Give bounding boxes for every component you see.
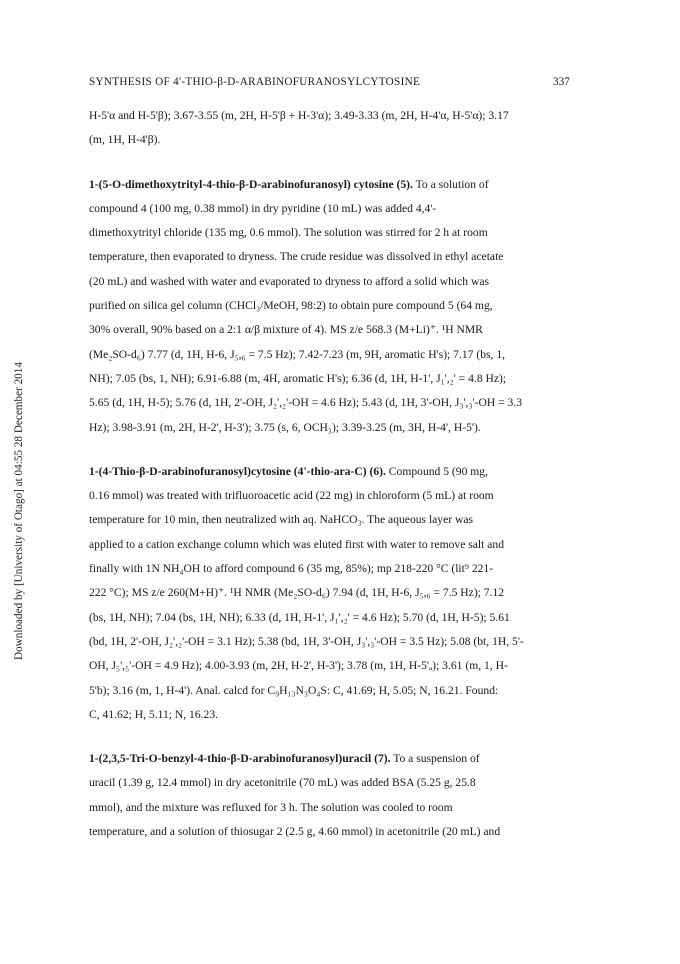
- text-line: temperature, then evaporated to dryness. The crude residue was dissolved in ethyl acetate: [89, 250, 504, 264]
- text-line: (bs, 1H, NH); 7.04 (bs, 1H, NH); 6.33 (d, 1H, H-1', J₁',₂' = 4.6 Hz); 5.70 (d, 1H, H-5); 5.61: [89, 610, 510, 624]
- text-line: (m, 1H, H-4'β).: [89, 133, 161, 147]
- section-heading: 1-(5-O-dimethoxytrityl-4-thio-β-D-arabinofuranosyl) cytosine (5).: [89, 177, 413, 191]
- download-watermark: Downloaded by [University of Otago] at 04:55 28 December 2014: [13, 362, 25, 660]
- text-line: finally with 1N NH₄OH to afford compound 6 (35 mg, 85%); mp 218-220 °C (lit⁹ 221-: [89, 562, 494, 576]
- text-line: 1-(5-O-dimethoxytrityl-4-thio-β-D-arabinofuranosyl) cytosine (5). To a solution of: [89, 177, 489, 191]
- text-line: OH, J₅',₅'-OH = 4.9 Hz); 4.00-3.93 (m, 2H, H-2', H-3'); 3.78 (m, 1H, H-5'ₐ); 3.61 (m, 1, H-: [89, 659, 508, 673]
- paragraph-compound-6: [89, 460, 572, 727]
- paragraph-compound-5: [89, 173, 572, 440]
- text-line: 222 °C); MS z/e 260(M+H)⁺. ¹H NMR (Me₂SO-d₆) 7.94 (d, 1H, H-6, J₅,₆ = 7.5 Hz); 7.12: [89, 586, 505, 600]
- article-body: [89, 104, 572, 844]
- text-line: (bd, 1H, 2'-OH, J₂',₂'-OH = 3.1 Hz); 5.38 (bd, 1H, 3'-OH, J₃',₃'-OH = 3.5 Hz); 5.08 (bt, 1H, 5'-: [89, 634, 524, 648]
- text-line: 1-(4-Thio-β-D-arabinofuranosyl)cytosine (4'-thio-ara-C) (6). Compound 5 (90 mg,: [89, 464, 488, 478]
- paragraph-nmr-continuation: [89, 104, 572, 153]
- section-heading: 1-(4-Thio-β-D-arabinofuranosyl)cytosine (4'-thio-ara-C) (6).: [89, 464, 386, 478]
- text-line: compound 4 (100 mg, 0.38 mmol) in dry pyridine (10 mL) was added 4,4'-: [89, 201, 437, 215]
- paragraph-compound-7: [89, 747, 572, 844]
- text-line: 5.65 (d, 1H, H-5); 5.76 (d, 1H, 2'-OH, J₂',₂'-OH = 4.6 Hz); 5.43 (d, 1H, 3'-OH, J₃',₃'-OH = 3.3: [89, 396, 523, 410]
- page-number: 337: [553, 76, 570, 88]
- text-line: uracil (1.39 g, 12.4 mmol) in dry acetonitrile (70 mL) was added BSA (5.25 g, 25.8: [89, 776, 476, 790]
- running-title: SYNTHESIS OF 4'-THIO-β-D-ARABINOFURANOSYLCYTOSINE: [89, 76, 421, 88]
- text-line: 1-(2,3,5-Tri-O-benzyl-4-thio-β-D-arabinofuranosyl)uracil (7). To a suspension of: [89, 752, 480, 766]
- text-line: (Me₂SO-d₆) 7.77 (d, 1H, H-6, J₅,₆ = 7.5 Hz); 7.42-7.23 (m, 9H, aromatic H's); 7.17 (bs, 1,: [89, 347, 506, 361]
- text-line: dimethoxytrityl chloride (135 mg, 0.6 mmol). The solution was stirred for 2 h at room: [89, 226, 488, 240]
- text-line: Hz); 3.98-3.91 (m, 2H, H-2', H-3'); 3.75 (s, 6, OCH₃); 3.39-3.25 (m, 3H, H-4', H-5').: [89, 420, 481, 434]
- text-line: NH); 7.05 (bs, 1, NH); 6.91-6.88 (m, 4H, aromatic H's); 6.36 (d, 1H, H-1', J₁',₂' = 4.8 Hz);: [89, 371, 507, 385]
- text-line: purified on silica gel column (CHCl₃/MeOH, 98:2) to obtain pure compound 5 (64 mg,: [89, 299, 493, 313]
- text-line: applied to a cation exchange column which was eluted first with water to remove salt and: [89, 537, 504, 551]
- text-line: 30% overall, 90% based on a 2:1 α/β mixture of 4). MS z/e 568.3 (M+Li)⁺. ¹H NMR: [89, 323, 483, 337]
- text-line: H-5'α and H-5'β); 3.67-3.55 (m, 2H, H-5'β + H-3'α); 3.49-3.33 (m, 2H, H-4'α, H-5'α); 3.17: [89, 109, 509, 122]
- text-line: 0.16 mmol) was treated with trifluoroacetic acid (22 mg) in chloroform (5 mL) at room: [89, 489, 494, 503]
- section-heading: 1-(2,3,5-Tri-O-benzyl-4-thio-β-D-arabinofuranosyl)uracil (7).: [89, 752, 391, 766]
- text-line: C, 41.62; H, 5.11; N, 16.23.: [89, 707, 219, 721]
- text-line: temperature, and a solution of thiosugar 2 (2.5 g, 4.60 mmol) in acetonitrile (20 mL) and: [89, 825, 501, 839]
- text-line: 5'b); 3.16 (m, 1, H-4'). Anal. calcd for C₉H₁₃N₃O₄S: C, 41.69; H, 5.05; N, 16.21. Found:: [89, 683, 499, 697]
- text-line: (20 mL) and washed with water and evaporated to dryness to afford a solid which was: [89, 274, 489, 288]
- text-line: mmol), and the mixture was refluxed for 3 h. The solution was cooled to room: [89, 800, 453, 814]
- text-line: temperature for 10 min, then neutralized with aq. NaHCO₃. The aqueous layer was: [89, 513, 474, 527]
